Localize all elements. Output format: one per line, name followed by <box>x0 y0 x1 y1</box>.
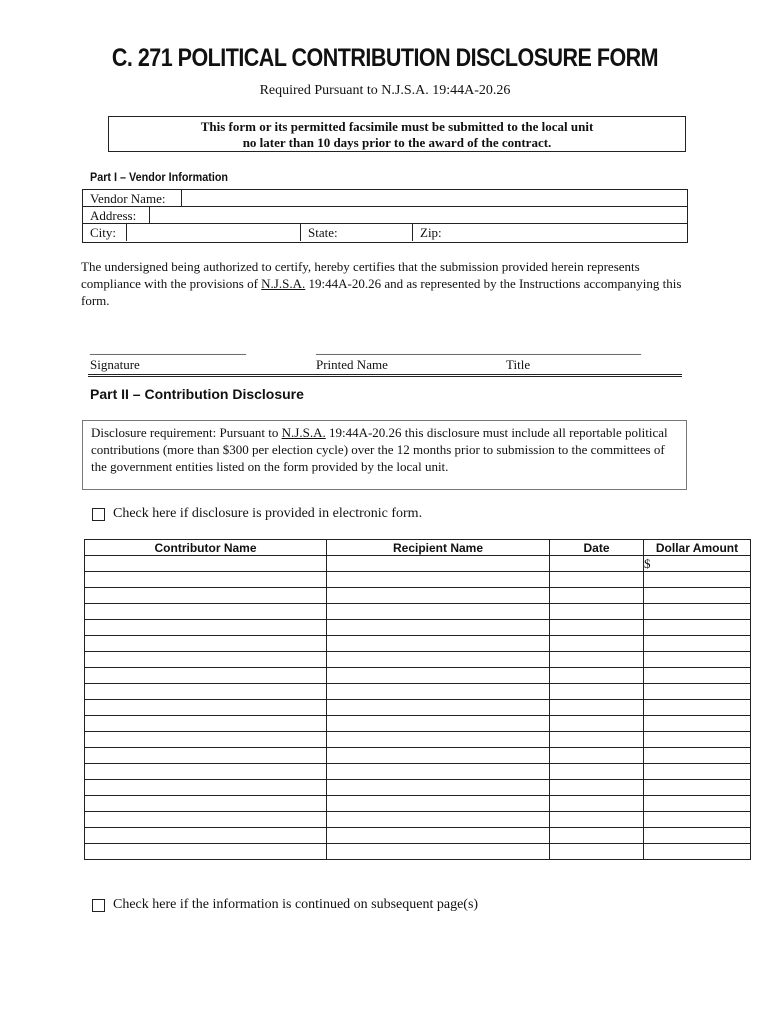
submission-notice <box>108 116 686 152</box>
contributor-name-cell[interactable] <box>85 796 327 812</box>
contributor-name-cell[interactable] <box>85 844 327 860</box>
date-cell[interactable] <box>550 556 644 572</box>
part1-heading: Part I – Vendor Information <box>90 170 229 184</box>
date-cell[interactable] <box>550 812 644 828</box>
contributor-name-cell[interactable] <box>85 556 327 572</box>
contributor-name-cell[interactable] <box>85 780 327 796</box>
contribution-table <box>84 539 751 860</box>
recipient-name-cell[interactable] <box>327 636 550 652</box>
date-cell[interactable] <box>550 684 644 700</box>
date-cell[interactable] <box>550 796 644 812</box>
statute-link: N.J.S.A. <box>281 425 326 440</box>
contributor-name-cell[interactable] <box>85 812 327 828</box>
table-row <box>85 732 751 748</box>
contributor-name-cell[interactable] <box>85 636 327 652</box>
date-cell[interactable] <box>550 732 644 748</box>
contributor-name-cell[interactable] <box>85 828 327 844</box>
table-header-row <box>85 540 751 556</box>
printed-name-title-line[interactable]: __________________________________________________ <box>316 341 641 356</box>
form-title: C. 271 POLITICAL CONTRIBUTION DISCLOSURE FORM <box>111 44 659 72</box>
contributor-name-header: Contributor Name <box>85 540 327 556</box>
date-cell[interactable] <box>550 572 644 588</box>
date-cell[interactable] <box>550 716 644 732</box>
notice-line-1: This form or its permitted facsimile must be submitted to the local unit <box>200 119 594 134</box>
dollar-amount-cell[interactable] <box>644 748 751 764</box>
dollar-amount-cell[interactable] <box>644 844 751 860</box>
dollar-amount-cell[interactable] <box>644 668 751 684</box>
state-field[interactable] <box>300 224 412 241</box>
recipient-name-cell[interactable] <box>327 652 550 668</box>
recipient-name-cell[interactable] <box>327 716 550 732</box>
table-row <box>85 588 751 604</box>
printed-name-label: Printed Name <box>316 357 388 372</box>
table-row <box>85 796 751 812</box>
contributor-name-cell[interactable] <box>85 652 327 668</box>
electronic-form-check-label: Check here if disclosure is provided in electronic form. <box>113 506 423 521</box>
date-cell[interactable] <box>550 588 644 604</box>
table-row <box>85 844 751 860</box>
contributor-name-cell[interactable] <box>85 588 327 604</box>
table-row <box>85 812 751 828</box>
contributor-name-cell[interactable] <box>85 572 327 588</box>
contributor-name-cell[interactable] <box>85 748 327 764</box>
contributor-name-cell[interactable] <box>85 620 327 636</box>
recipient-name-cell[interactable] <box>327 780 550 796</box>
address-row <box>83 207 687 224</box>
table-row <box>85 780 751 796</box>
date-cell[interactable] <box>550 700 644 716</box>
state-label: State: <box>308 225 338 240</box>
dollar-amount-cell[interactable] <box>644 828 751 844</box>
recipient-name-cell[interactable] <box>327 668 550 684</box>
date-cell[interactable] <box>550 652 644 668</box>
recipient-name-cell[interactable] <box>327 732 550 748</box>
dollar-amount-header: Dollar Amount <box>644 540 751 556</box>
recipient-name-cell[interactable] <box>327 748 550 764</box>
title-label: Title <box>506 357 531 372</box>
contributor-name-cell[interactable] <box>85 700 327 716</box>
recipient-name-cell[interactable] <box>327 620 550 636</box>
table-row <box>85 652 751 668</box>
contributor-name-cell[interactable] <box>85 764 327 780</box>
recipient-name-cell[interactable] <box>327 588 550 604</box>
table-row <box>85 700 751 716</box>
part2-heading: Part II – Contribution Disclosure <box>90 386 304 402</box>
dollar-amount-cell[interactable] <box>644 700 751 716</box>
table-row <box>85 684 751 700</box>
vendor-name-label: Vendor Name: <box>90 191 166 206</box>
recipient-name-cell[interactable] <box>327 700 550 716</box>
address-label: Address: <box>90 208 137 223</box>
contributor-name-cell[interactable] <box>85 668 327 684</box>
signature-label: Signature <box>90 357 140 372</box>
recipient-name-cell[interactable] <box>327 812 550 828</box>
dollar-amount-cell[interactable] <box>644 812 751 828</box>
dollar-amount-cell[interactable] <box>644 572 751 588</box>
contributor-name-cell[interactable] <box>85 604 327 620</box>
dollar-amount-cell[interactable]: $ <box>644 556 751 572</box>
recipient-name-cell[interactable] <box>327 604 550 620</box>
date-header: Date <box>550 540 644 556</box>
date-cell[interactable] <box>550 620 644 636</box>
table-row <box>85 636 751 652</box>
vendor-info-table <box>82 189 688 243</box>
dollar-amount-cell[interactable] <box>644 796 751 812</box>
zip-label: Zip: <box>420 225 442 240</box>
electronic-form-checkbox[interactable] <box>92 508 105 521</box>
date-cell[interactable] <box>550 844 644 860</box>
notice-line-2: no later than 10 days prior to the award of the contract. <box>242 135 552 150</box>
contributor-name-cell[interactable] <box>85 732 327 748</box>
dollar-amount-cell[interactable] <box>644 588 751 604</box>
vendor-name-row <box>83 190 687 207</box>
table-row <box>85 716 751 732</box>
recipient-name-cell[interactable] <box>327 764 550 780</box>
recipient-name-cell[interactable] <box>327 572 550 588</box>
zip-field[interactable] <box>412 224 687 241</box>
dollar-amount-cell[interactable] <box>644 652 751 668</box>
city-state-zip-row <box>83 224 687 241</box>
table-row <box>85 556 751 572</box>
contributor-name-cell[interactable] <box>85 684 327 700</box>
date-cell[interactable] <box>550 604 644 620</box>
table-row <box>85 748 751 764</box>
signature-line[interactable]: ________________________ <box>90 341 246 356</box>
contributor-name-cell[interactable] <box>85 716 327 732</box>
dollar-amount-cell[interactable] <box>644 780 751 796</box>
table-row <box>85 668 751 684</box>
recipient-name-cell[interactable] <box>327 828 550 844</box>
dollar-amount-cell[interactable] <box>644 716 751 732</box>
continued-pages-check-label: Check here if the information is continued on subsequent page(s) <box>113 897 479 912</box>
recipient-name-header: Recipient Name <box>327 540 550 556</box>
table-row <box>85 604 751 620</box>
recipient-name-cell[interactable] <box>327 684 550 700</box>
table-row <box>85 572 751 588</box>
recipient-name-cell[interactable] <box>327 556 550 572</box>
disclosure-requirement-box: Disclosure requirement: Pursuant to N.J.S.A. 19:44A-20.26 this disclosure must include all reportable political contributions (more than $300 per election cycle) over the 12 months prior to submission to the committees of the government entities listed on the form provided by the local unit. <box>82 420 687 490</box>
dollar-amount-cell[interactable] <box>644 764 751 780</box>
city-field[interactable] <box>126 224 300 241</box>
address-field[interactable] <box>149 207 687 223</box>
certification-text: The undersigned being authorized to certify, hereby certifies that the submission provided herein represents compliance with the provisions of N.J.S.A. 19:44A-20.26 and as represented by the Instructions accompanying this form. <box>81 259 682 308</box>
table-row <box>85 620 751 636</box>
dollar-amount-cell[interactable] <box>644 684 751 700</box>
date-cell[interactable] <box>550 828 644 844</box>
date-cell[interactable] <box>550 668 644 684</box>
recipient-name-cell[interactable] <box>327 844 550 860</box>
vendor-name-field[interactable] <box>181 190 687 206</box>
table-row <box>85 828 751 844</box>
dollar-amount-cell[interactable] <box>644 620 751 636</box>
date-cell[interactable] <box>550 636 644 652</box>
city-label: City: <box>90 225 117 240</box>
table-row <box>85 764 751 780</box>
form-subtitle: Required Pursuant to N.J.S.A. 19:44A-20.26 <box>259 83 511 98</box>
date-cell[interactable] <box>550 748 644 764</box>
recipient-name-cell[interactable] <box>327 796 550 812</box>
date-cell[interactable] <box>550 764 644 780</box>
dollar-amount-cell[interactable] <box>644 604 751 620</box>
dollar-amount-cell[interactable] <box>644 636 751 652</box>
date-cell[interactable] <box>550 780 644 796</box>
continued-pages-checkbox[interactable] <box>92 899 105 912</box>
dollar-amount-cell[interactable] <box>644 732 751 748</box>
section-divider <box>88 374 682 377</box>
statute-link: N.J.S.A. <box>261 276 306 291</box>
